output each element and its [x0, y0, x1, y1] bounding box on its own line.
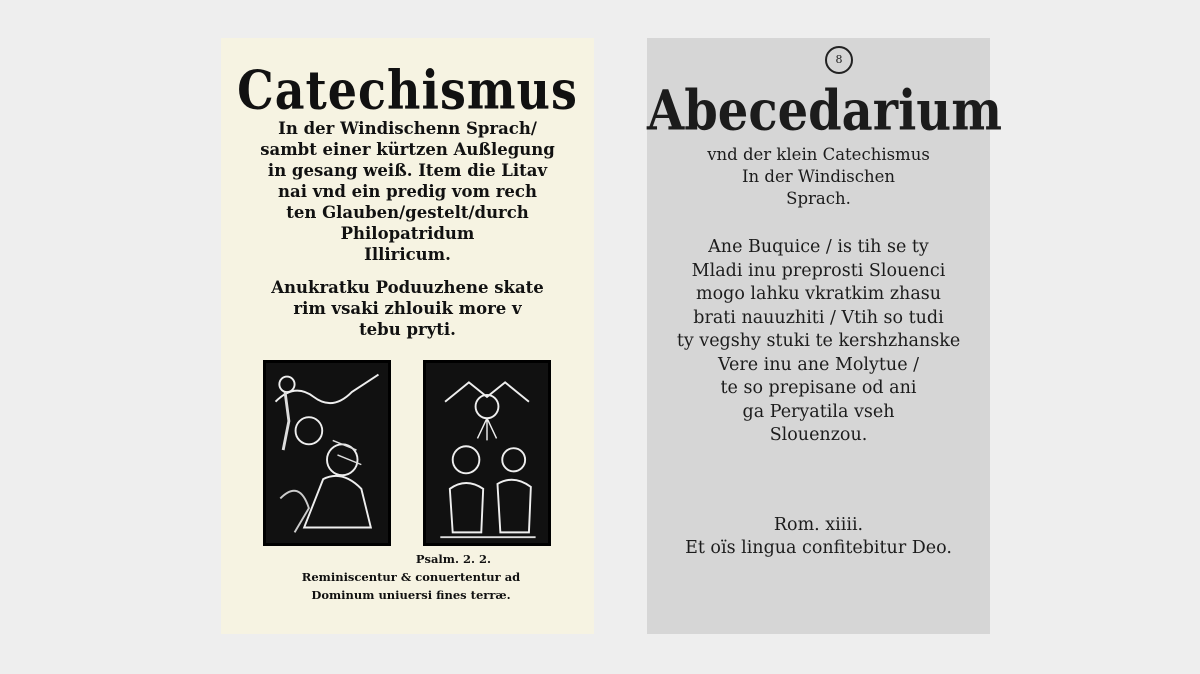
abecedarium-body-line-2: Mladi inu preprosti Slouenci	[691, 260, 946, 281]
catechismus-line-4: nai vnd ein predig vom rech	[278, 182, 537, 202]
rom-reference: Rom. xiiii.	[773, 514, 864, 535]
catechismus-slovene-line-3: tebu pryti.	[359, 320, 456, 340]
abecedarium-body-line-3: mogo lahku vkratkim zhasu	[695, 284, 942, 305]
abecedarium-sub-line-3: Sprach.	[786, 189, 851, 209]
abecedarium-body-line-6: Vere inu ane Molytue /	[717, 354, 920, 375]
abecedarium-body-line-1: Ane Buquice / is tih se ty	[708, 237, 929, 258]
abecedarium-sub-line-2: In der Windischen	[742, 167, 895, 187]
woodcut-gethsemane-image	[263, 360, 391, 546]
catechismus-line-5: ten Glauben/gestelt/durch	[286, 203, 529, 223]
psalm-line-2: Dominum uniuersi fines terræ.	[311, 588, 511, 602]
library-stamp-icon: 8	[825, 46, 853, 74]
abecedarium-body-line-4: brati nauuzhiti / Vtih so tudi	[693, 307, 944, 328]
catechismus-line-6: Philopatridum	[340, 224, 475, 244]
catechismus-slovene-line-1: Anukratku Poduuzhene skate	[271, 278, 544, 298]
catechismus-title-page	[221, 38, 594, 634]
rom-quote: Et oïs lingua confitebitur Deo.	[685, 538, 952, 559]
psalm-quote	[251, 550, 571, 604]
catechismus-line-7: Illiricum.	[364, 245, 451, 265]
catechismus-line-3: in gesang weiß. Item die Litav	[267, 161, 548, 181]
woodcut-illustrations	[263, 360, 553, 548]
woodcut-saints-image	[423, 360, 551, 546]
abecedarium-body-line-5: ty vegshy stuki te kershzhanske	[676, 331, 961, 352]
catechismus-line-1: In der Windischenn Sprach/	[278, 119, 537, 139]
abecedarium-body-line-9: Slouenzou.	[769, 425, 868, 446]
abecedarium-body-line-7: te so prepisane od ani	[720, 378, 917, 399]
psalm-reference: Psalm. 2. 2.	[415, 552, 491, 566]
catechismus-line-2: sambt einer kürtzen Außlegung	[260, 140, 555, 160]
catechismus-slovene-line-2: rim vsaki zhlouik more v	[293, 299, 522, 319]
abecedarium-title-page	[647, 38, 1002, 634]
psalm-line-1: Reminiscentur & conuertentur ad	[301, 570, 521, 584]
abecedarium-body-line-8: ga Peryatila vseh	[742, 401, 895, 422]
catechismus-title: Catechismus	[237, 58, 578, 122]
abecedarium-title: Abecedarium	[647, 78, 1002, 144]
abecedarium-sub-line-1: vnd der klein Catechismus	[707, 145, 930, 165]
